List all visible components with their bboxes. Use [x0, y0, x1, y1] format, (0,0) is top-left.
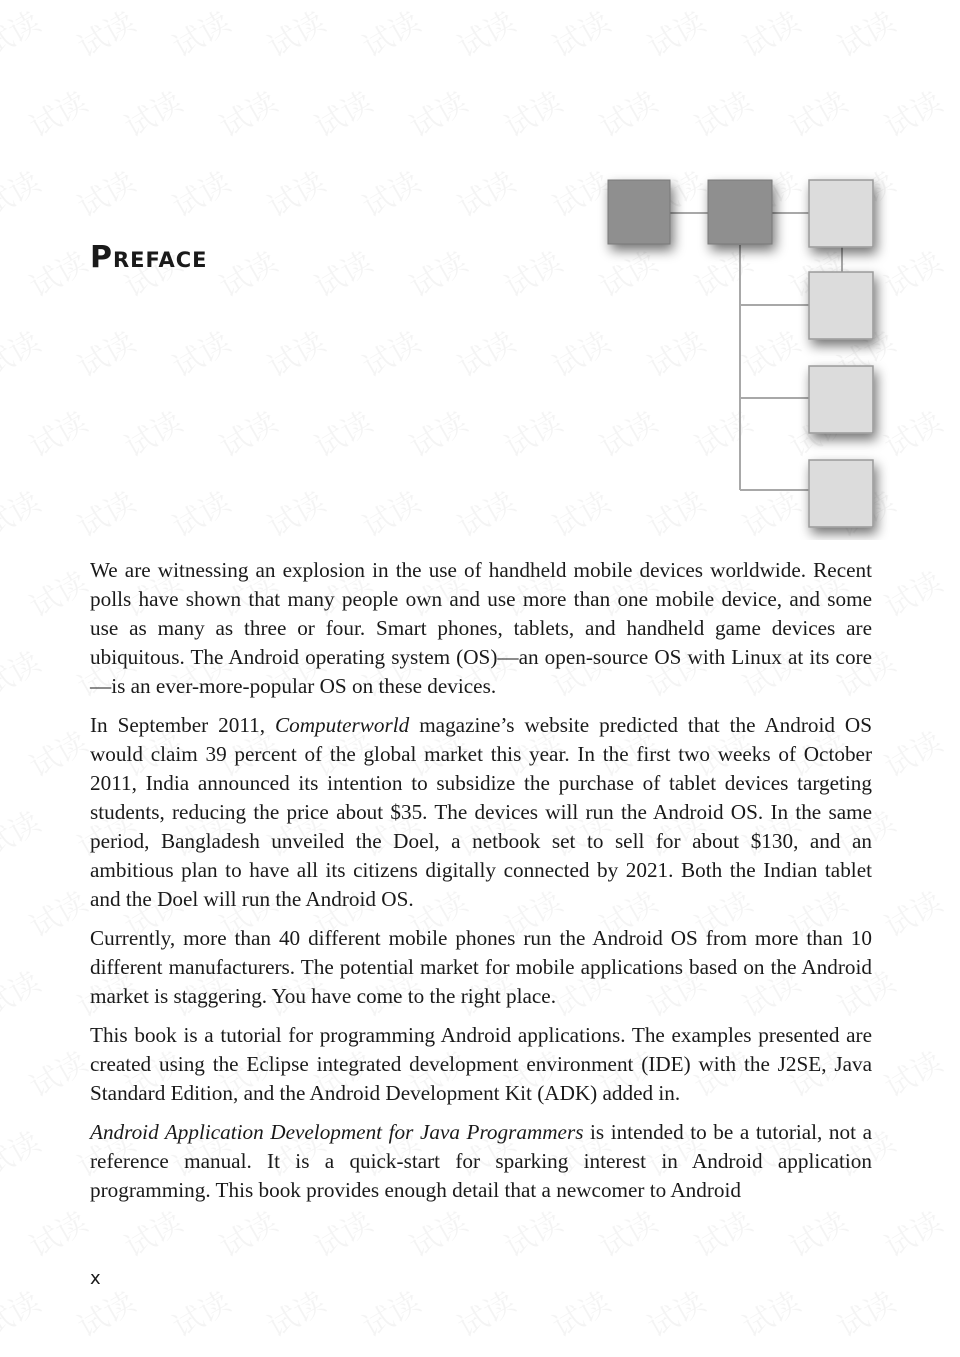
watermark-mark	[495, 78, 569, 146]
watermark-mark	[68, 318, 142, 386]
watermark-mark	[0, 958, 47, 1026]
tree-diagram-decoration	[590, 170, 890, 540]
watermark-mark	[638, 0, 712, 66]
watermark-mark	[543, 0, 617, 66]
watermark-mark	[685, 78, 759, 146]
dark-box	[608, 180, 670, 244]
watermark-mark	[258, 1278, 332, 1346]
watermark-mark	[68, 0, 142, 66]
watermark-mark	[0, 478, 47, 546]
watermark-mark	[353, 0, 427, 66]
watermark-mark	[163, 1278, 237, 1346]
watermark-mark	[780, 78, 854, 146]
watermark-mark	[638, 1278, 712, 1346]
watermark-mark	[163, 0, 237, 66]
watermark-mark	[400, 78, 474, 146]
dark-box	[708, 180, 772, 244]
watermark-mark	[210, 398, 284, 466]
paragraph-4: This book is a tutorial for programming Android applications. The examples presented are created using the Eclipse integrated development environment (IDE) with the J2SE, Java Standard Edition, and the Android Development Kit (ADK) added in.	[90, 1023, 872, 1105]
watermark-mark	[495, 398, 569, 466]
watermark-mark	[20, 238, 94, 306]
watermark-mark	[20, 398, 94, 466]
watermark-mark	[875, 1038, 949, 1106]
watermark-mark	[20, 1198, 94, 1266]
watermark-mark	[258, 318, 332, 386]
watermark-mark	[448, 478, 522, 546]
connector-lines	[670, 213, 842, 490]
watermark-mark	[20, 1038, 94, 1106]
watermark-mark	[0, 638, 47, 706]
body-text	[90, 556, 872, 1215]
watermark-mark	[448, 158, 522, 226]
watermark-mark	[400, 238, 474, 306]
watermark-mark	[0, 1278, 47, 1346]
watermark-mark	[353, 1278, 427, 1346]
watermark-mark	[828, 0, 902, 66]
watermark-mark	[68, 1278, 142, 1346]
watermark-mark	[305, 238, 379, 306]
watermark-mark	[258, 478, 332, 546]
watermark-mark	[0, 0, 47, 66]
watermark-mark	[68, 158, 142, 226]
watermark-mark	[305, 398, 379, 466]
watermark-mark	[353, 158, 427, 226]
paragraph-5-rest: is intended to be a tutorial, not a reference manual. It is a quick-start for sparking interest in Android application programming. This book provides enough detail that a newcomer to Android	[90, 1120, 872, 1202]
paragraph-5	[90, 1118, 872, 1205]
watermark-mark	[0, 1118, 47, 1186]
light-box	[809, 460, 873, 527]
watermark-mark	[353, 318, 427, 386]
watermark-mark	[353, 478, 427, 546]
watermark-mark	[543, 1278, 617, 1346]
watermark-mark	[448, 1278, 522, 1346]
paragraph-2-intro: In September 2011,	[90, 713, 276, 737]
watermark-mark	[258, 158, 332, 226]
watermark-mark	[20, 78, 94, 146]
paragraph-3: Currently, more than 40 different mobile phones run the Android OS from more than 10 different manufacturers. The potential market for mobile applications based on the Android market is staggering. You have come to the right place.	[90, 926, 872, 1008]
watermark-mark	[0, 318, 47, 386]
watermark-mark	[210, 78, 284, 146]
watermark-mark	[590, 78, 664, 146]
paragraph-2	[90, 711, 872, 914]
page-number: x	[90, 1268, 101, 1289]
watermark-mark	[20, 878, 94, 946]
watermark-mark	[163, 478, 237, 546]
magazine-title: Computerworld	[275, 713, 410, 737]
watermark-mark	[258, 0, 332, 66]
watermark-mark	[0, 798, 47, 866]
watermark-mark	[163, 158, 237, 226]
watermark-mark	[448, 318, 522, 386]
watermark-mark	[875, 1198, 949, 1266]
watermark-mark	[400, 398, 474, 466]
paragraph-1: We are witnessing an explosion in the use of handheld mobile devices worldwide. Recent polls have shown that many people own and use more than one mobile device, and some use as many as three or four. Smart phones, tablets, and handheld game devices are ubiquitous. The Android operating system (OS)—an open-source OS with Linux at its core—is an ever-more-popular OS on these devices.	[90, 558, 872, 698]
watermark-mark	[875, 878, 949, 946]
watermark-mark	[210, 238, 284, 306]
watermark-mark	[115, 398, 189, 466]
watermark-mark	[875, 78, 949, 146]
page-title: Preface	[90, 240, 208, 275]
watermark-mark	[0, 158, 47, 226]
watermark-mark	[68, 478, 142, 546]
watermark-mark	[115, 78, 189, 146]
light-box	[809, 366, 873, 433]
watermark-mark	[495, 238, 569, 306]
watermark-mark	[163, 318, 237, 386]
paragraph-2-rest: magazine’s website predicted that the Android OS would claim 39 percent of the global market this year. In the first two weeks of October 2011, India announced its intention to subsidize the purchase of tablet devices targeting students, reducing the price about $35. The devices will run the Android OS. In the same period, Bangladesh unveiled the Doel, a netbook set to sell for about $130, and an ambitious plan to have all its citizens digitally connected by 2021. Both the Indian tablet and the Doel will run the Android OS.	[90, 713, 872, 911]
watermark-mark	[305, 78, 379, 146]
watermark-mark	[733, 0, 807, 66]
watermark-mark	[20, 718, 94, 786]
watermark-mark	[875, 718, 949, 786]
watermark-mark	[733, 1278, 807, 1346]
watermark-mark	[828, 1278, 902, 1346]
light-box	[809, 272, 873, 339]
watermark-mark	[20, 558, 94, 626]
light-box	[809, 180, 873, 247]
watermark-mark	[875, 558, 949, 626]
watermark-mark	[448, 0, 522, 66]
book-title: Android Application Development for Java Programmers	[90, 1120, 584, 1144]
